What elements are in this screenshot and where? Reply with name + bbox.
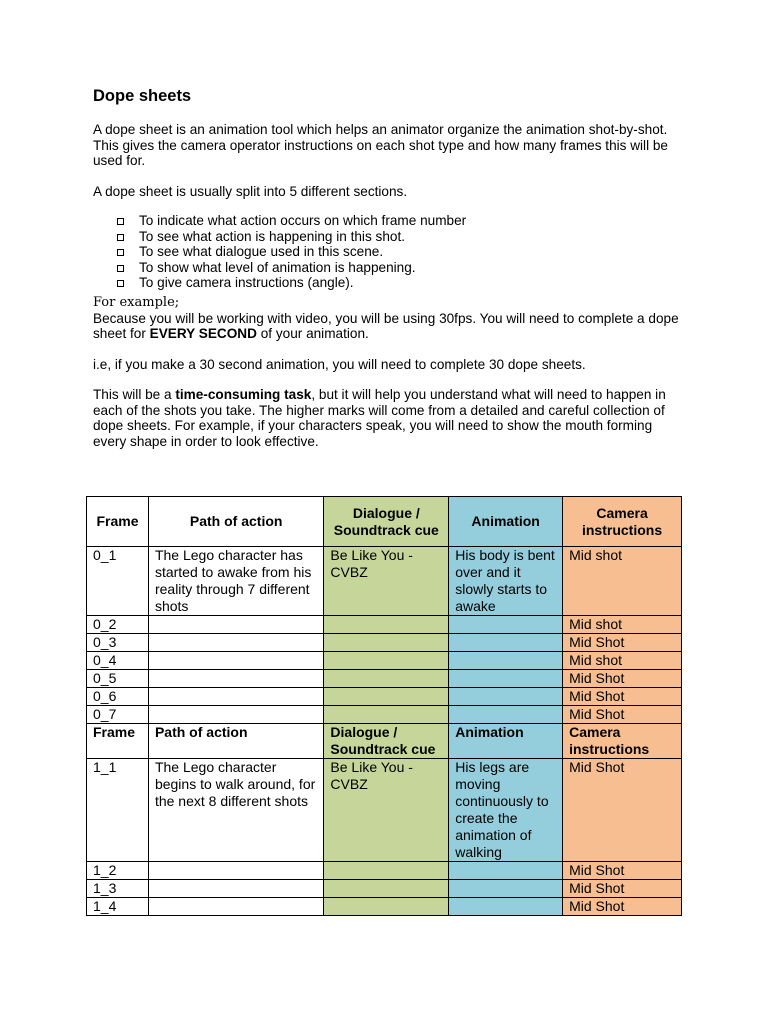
header-frame: Frame	[87, 497, 149, 547]
intro-paragraph-1: A dope sheet is an animation tool which helps an animator organize the animation shot-by-shot.	[93, 122, 668, 137]
dope-sheet-table	[86, 496, 682, 916]
example-heading: For example;	[93, 294, 180, 310]
list-item: To show what level of animation is happening.	[117, 260, 683, 276]
list-item: To indicate what action occurs on which frame number	[117, 213, 683, 229]
table-row: 0_7 Mid Shot	[87, 706, 682, 724]
page-title: Dope sheets	[93, 87, 192, 105]
list-item: To give camera instructions (angle).	[117, 275, 683, 291]
square-bullet-icon	[117, 280, 124, 287]
table-row: 0_6 Mid Shot	[87, 688, 682, 706]
header-dialogue: Dialogue / Soundtrack cue	[324, 497, 449, 547]
intro-paragraph-2: This gives the camera operator instructions on each shot type and how many frames this will be used for.	[93, 137, 668, 168]
square-bullet-icon	[117, 249, 124, 256]
sections-list	[93, 213, 683, 291]
document-body	[93, 86, 683, 449]
table-row: 0_2 Mid shot	[87, 616, 682, 634]
table-row: 0_3 Mid Shot	[87, 634, 682, 652]
header-camera: Camera instructions	[563, 497, 682, 547]
square-bullet-icon	[117, 265, 124, 272]
list-item: To see what dialogue used in this scene.	[117, 244, 683, 260]
table-row: 0_5 Mid Shot	[87, 670, 682, 688]
time-paragraph: This will be a time-consuming task, but it will help you understand what will need to happen in each of the shots you take. The higher marks will come from a detailed and careful collection of dope sheets. For example, if your characters speak, you will need to show the mouth forming every shape in order to look effective.	[93, 387, 666, 449]
square-bullet-icon	[117, 234, 124, 241]
table-row: 0_4 Mid shot	[87, 652, 682, 670]
table-row: 1_4 Mid Shot	[87, 898, 682, 916]
table-row: 1_3 Mid Shot	[87, 880, 682, 898]
video-paragraph: Because you will be working with video, you will be using 30fps. You will need to complete a dope sheet for EVERY SECOND of your animation.	[93, 310, 679, 341]
list-item: To see what action is happening in this shot.	[117, 229, 683, 245]
table-row: 1_2 Mid Shot	[87, 862, 682, 880]
table-subheader-row: Frame Path of action Dialogue / Soundtrack cue Animation Camera instructions	[87, 724, 682, 759]
table-row: 0_1 The Lego character has started to awake from his reality through 7 different shots Be Like You - CVBZ His body is bent over and it slowly starts to awake Mid shot	[87, 547, 682, 616]
ie-paragraph: i.e, if you make a 30 second animation, you will need to complete 30 dope sheets.	[93, 356, 586, 372]
header-animation: Animation	[449, 497, 563, 547]
sections-intro: A dope sheet is usually split into 5 different sections.	[93, 183, 408, 199]
header-path-of-action: Path of action	[148, 497, 323, 547]
table-row: 1_1 The Lego character begins to walk around, for the next 8 different shots Be Like You - CVBZ His legs are moving continuously to create the animation of walking Mid Shot	[87, 759, 682, 862]
square-bullet-icon	[117, 218, 124, 225]
table-header-row	[87, 497, 682, 547]
